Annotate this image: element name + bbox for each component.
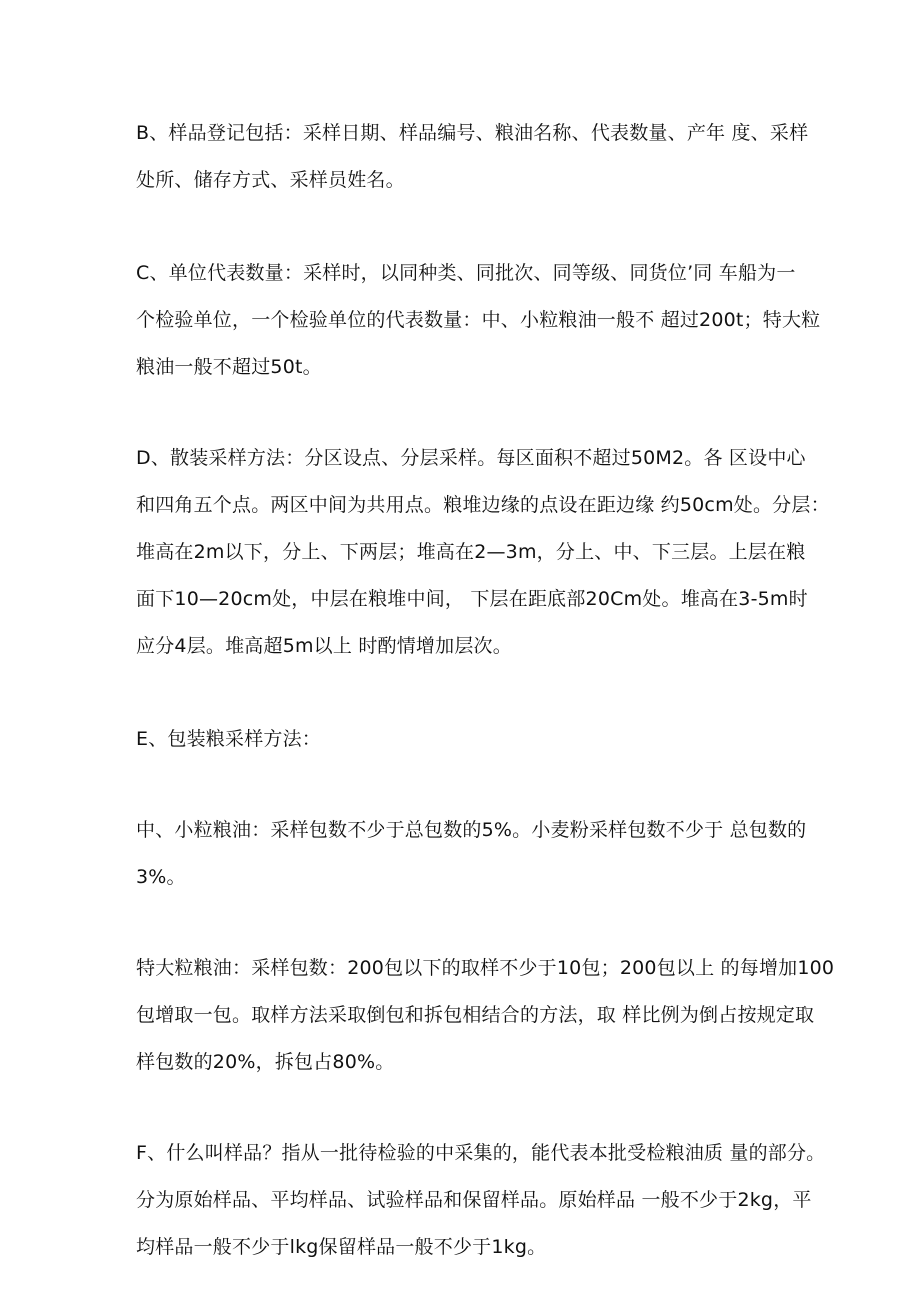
text-line: 个检验单位，一个检验单位的代表数量：中、小粒粮油一般不 超过200t；特大粒 xyxy=(136,309,821,331)
text-line: 均样品一般不少于lkg保留样品一般不少于1kg。 xyxy=(136,1236,547,1258)
paragraph-spacer xyxy=(136,1086,796,1130)
paragraph-spacer xyxy=(136,670,796,716)
text-line: D、散装采样方法：分区设点、分层采样。每区面积不超过50M2。各 区设中心 xyxy=(136,447,806,469)
paragraph-c-unit-quantity xyxy=(136,250,821,391)
text-line: 堆高在2m以下，分上、下两层；堆高在2—3m，分上、中、下三层。上层在粮 xyxy=(136,541,806,563)
text-line: B、样品登记包括：采样日期、样品编号、粮油名称、代表数量、产年 度、采样 xyxy=(136,122,809,144)
paragraph-small-grain xyxy=(136,807,807,901)
text-line: F、什么叫样品？指从一批待检验的中采集的，能代表本批受检粮油质 量的部分。 xyxy=(136,1142,826,1164)
paragraph-f-what-is-sample xyxy=(136,1130,826,1271)
paragraph-spacer xyxy=(136,901,796,945)
paragraph-spacer xyxy=(136,391,796,435)
text-line: 应分4层。堆高超5m以上 时酌情增加层次。 xyxy=(136,635,512,657)
paragraph-spacer xyxy=(136,763,796,807)
text-line: 和四角五个点。两区中间为共用点。粮堆边缘的点设在距边缘 约50cm处。分层： xyxy=(136,494,830,516)
text-line: 处所、储存方式、采样员姓名。 xyxy=(136,169,405,191)
text-line: 3%。 xyxy=(136,866,186,888)
text-line: 包增取一包。取样方法采取倒包和拆包相结合的方法，取 样比例为倒占按规定取 xyxy=(136,1004,815,1026)
text-line: C、单位代表数量：采样时，以同种类、同批次、同等级、同货位’同 车船为一 xyxy=(136,262,796,284)
paragraph-large-grain xyxy=(136,945,835,1086)
text-line: E、包装粮采样方法： xyxy=(136,728,322,750)
text-line: 特大粒粮油：采样包数：200包以下的取样不少于10包；200包以上 的每增加100 xyxy=(136,957,835,979)
text-line: 粮油一般不超过50t。 xyxy=(136,356,322,378)
text-line: 中、小粒粮油：采样包数不少于总包数的5%。小麦粉采样包数不少于 总包数的 xyxy=(136,819,807,841)
text-line: 样包数的20%，拆包占80%。 xyxy=(136,1051,395,1073)
document-body xyxy=(136,110,835,1271)
paragraph-spacer xyxy=(136,204,796,250)
paragraph-e-packaged-sampling xyxy=(136,716,796,763)
paragraph-b-sample-registration xyxy=(136,110,809,204)
text-line: 分为原始样品、平均样品、试验样品和保留样品。原始样品 一般不少于2kg，平 xyxy=(136,1189,812,1211)
text-line: 面下10—20cm处，中层在粮堆中间， 下层在距底部20Cm处。堆高在3-5m时 xyxy=(136,588,808,610)
paragraph-d-bulk-sampling xyxy=(136,435,830,670)
